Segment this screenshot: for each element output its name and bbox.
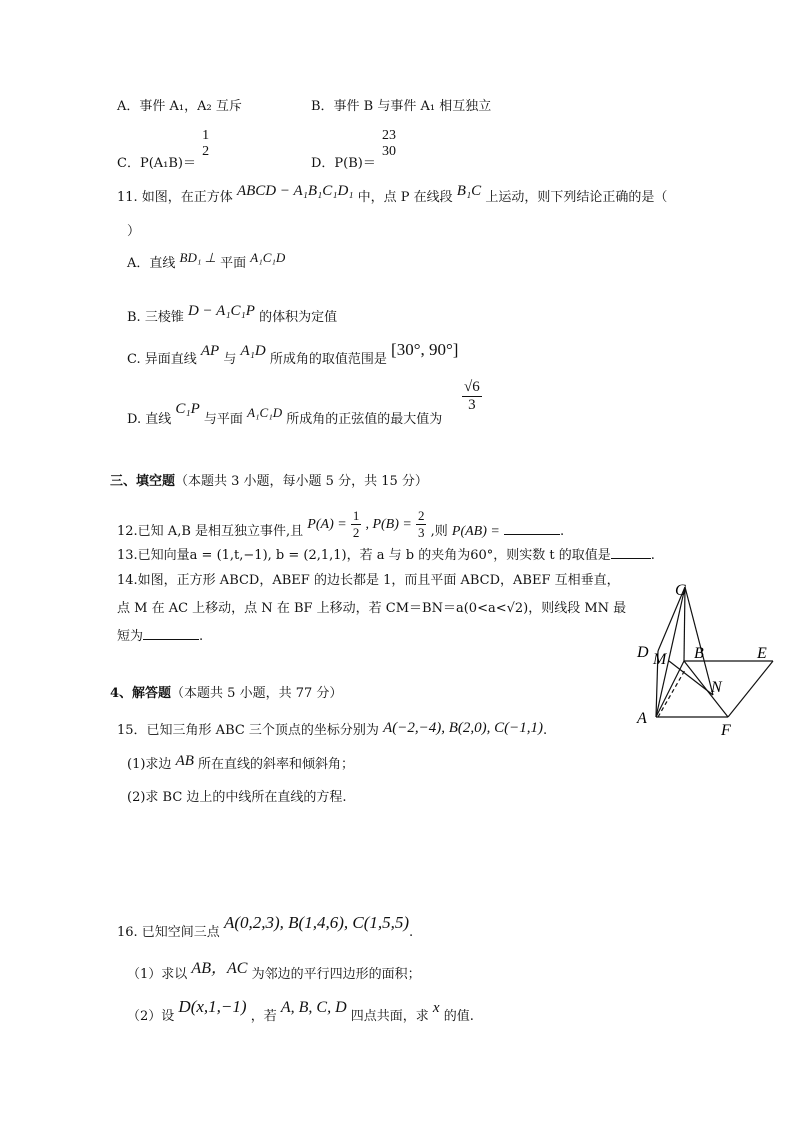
section-4-header	[110, 682, 342, 701]
q11-stem-close: ）	[127, 224, 141, 239]
fraction-denominator: 30	[382, 144, 397, 159]
section-4-title: 4、解答题	[110, 686, 172, 701]
q15-text: 15．已知三角形 ABC 三个顶点的坐标分别为	[117, 723, 379, 738]
label-b: B	[694, 645, 704, 662]
label-f: F	[721, 722, 731, 739]
q11-option-c-label: C. 异面直线	[127, 352, 197, 367]
q11-option-b	[127, 300, 338, 325]
q13-end: .	[650, 548, 655, 563]
q16-coordinates: A(0,2,3), B(1,4,6), C(1,5,5)	[223, 913, 410, 932]
section-4-note: （本题共 5 小题，共 77 分）	[171, 686, 343, 701]
q11-option-c-text: 与	[223, 352, 237, 367]
q15-coordinates: A(−2,−4), B(2,0), C(−1,1)	[383, 720, 543, 736]
q16-point-d: D(x,1,−1)	[178, 997, 247, 1016]
q11-option-d-plane: A₁C₁D	[247, 405, 283, 420]
q11-option-a-line: BD₁ ⊥	[179, 250, 216, 265]
q16-text: 16. 已知空间三点	[117, 925, 220, 940]
q11-option-a-plane: A₁C₁D	[250, 250, 286, 265]
label-n: N	[711, 679, 722, 696]
q15-text: (1)求边	[127, 757, 172, 772]
q12-pb-fraction	[416, 508, 427, 541]
q14-figure	[625, 575, 785, 740]
segment-cn	[685, 587, 713, 695]
q14-line-1: 14.如图，正方形 ABCD，ABEF 的边长都是 1，而且平面 ABCD，ABEF 互相垂直，	[117, 573, 620, 588]
section-3-note: （本题共 3 小题，每小题 5 分，共 15 分）	[175, 474, 428, 489]
q10-option-c	[117, 124, 211, 171]
fraction-denominator: 3	[417, 525, 425, 540]
q11-option-a-text: 平面	[220, 256, 247, 271]
q16-text: （2）设	[127, 1009, 175, 1024]
q11-option-b-label: B. 三棱锥	[127, 310, 184, 325]
q16-points: A, B, C, D	[280, 999, 347, 1016]
q16-text: ，若	[250, 1009, 277, 1024]
q11-option-d-text: 所成角的正弦值的最大值为	[286, 412, 443, 427]
fraction-numerator: 1	[202, 128, 210, 143]
q10-option-d	[311, 124, 398, 171]
q16-text: （1）求以	[127, 967, 188, 982]
q12-text: 12.已知 A,B 是相互独立事件,且	[117, 524, 304, 539]
q15-part-1	[127, 753, 354, 773]
q14-line-2: 点 M 在 AC 上移动，点 N 在 BF 上移动，若 CM＝BN＝a(0<a<√2)，则线段 MN 最	[117, 601, 627, 616]
q15-text: 所在直线的斜率和倾斜角；	[198, 757, 355, 772]
q11-option-c-ap: AP	[200, 343, 220, 359]
q11-stem-text: 11. 如图，在正方体	[117, 190, 233, 205]
label-d: D	[637, 644, 649, 661]
q12-text: ,则	[430, 524, 448, 539]
q10-option-c-label: C．P(A₁B)＝	[117, 155, 196, 171]
q15-end: .	[543, 723, 548, 738]
q15-ab: AB	[175, 753, 194, 769]
q12-pa-fraction	[351, 508, 362, 541]
q16-part-1	[127, 955, 421, 982]
edge-fe	[728, 661, 773, 717]
q12-pb: , P(B) =	[365, 517, 412, 532]
fraction-numerator: √6	[464, 379, 480, 395]
fraction-numerator: 2	[417, 508, 425, 523]
q11-stem-text: 中，点 P 在线段	[357, 190, 453, 205]
q13	[117, 544, 655, 563]
fraction-numerator: 23	[382, 128, 397, 143]
q12-expression: P(AB) =	[451, 524, 500, 539]
q12-end: .	[559, 524, 565, 539]
q11-option-d-label: D. 直线	[127, 412, 172, 427]
q15-part-2: (2)求 BC 边上的中线所在直线的方程.	[127, 790, 347, 805]
q14-text: 短为	[117, 629, 144, 644]
label-e: E	[757, 645, 767, 662]
q11-option-d-text: 与平面	[203, 412, 243, 427]
q11-stem-text: 上运动，则下列结论正确的是（	[485, 190, 668, 205]
q16-text: 为邻边的平行四边形的面积；	[251, 967, 421, 982]
fraction-numerator: 1	[352, 508, 360, 523]
q11-option-d-c1p: C₁P	[175, 401, 200, 417]
q11-option-d-fraction	[462, 379, 482, 414]
q11-option-b-text: 的体积为定值	[259, 310, 338, 325]
label-a: A	[637, 710, 647, 727]
q12-answer-blank[interactable]	[504, 522, 560, 535]
q16-text: 的值.	[443, 1009, 474, 1024]
q10-option-b: B．事件 B 与事件 A₁ 相互独立	[311, 99, 492, 114]
q13-answer-blank[interactable]	[611, 546, 651, 559]
q16-part-2	[127, 997, 474, 1024]
q11-option-c	[127, 340, 459, 367]
q11-cube: ABCD − A₁B₁C₁D₁	[236, 183, 354, 199]
q15-stem	[117, 719, 547, 739]
q11-option-c-range: [30°, 90°]	[391, 340, 459, 359]
q10-option-c-fraction	[200, 128, 211, 160]
q11-option-c-text: 所成角的取值范围是	[269, 352, 387, 367]
q14-end: .	[199, 629, 204, 644]
q13-text: 13.已知向量a = (1,t,−1), b = (2,1,1)，若 a 与 b 的夹角为60°，则实数 t 的取值是	[117, 548, 611, 563]
q10-option-a: A．事件 A₁，A₂ 互斥	[117, 99, 242, 114]
q10-option-d-label: D．P(B)＝	[311, 155, 376, 171]
q16-x: x	[432, 1000, 440, 1016]
q12-pa: P(A) =	[307, 517, 347, 532]
q16-ab-ac: AB，AC	[191, 960, 248, 977]
q16-end: .	[409, 925, 414, 940]
label-c: C	[675, 582, 686, 599]
fraction-denominator: 2	[202, 144, 210, 159]
q11-option-d	[127, 398, 443, 427]
q14-line-3	[117, 625, 203, 644]
fraction-denominator: 3	[468, 397, 476, 413]
section-3-title: 三、填空题	[110, 474, 176, 489]
q11-option-c-a1d: A₁D	[240, 343, 266, 359]
q16-stem	[117, 913, 414, 940]
fraction	[462, 379, 482, 414]
q11-option-a	[127, 252, 285, 271]
q11-stem	[117, 183, 668, 206]
q11-option-b-math: D − A₁C₁P	[187, 303, 255, 319]
q11-option-a-label: A．直线	[127, 256, 176, 271]
hidden-edge	[658, 670, 685, 717]
q10-option-d-fraction	[380, 128, 398, 160]
label-m: M	[653, 651, 667, 668]
q16-text: 四点共面，求	[350, 1009, 429, 1024]
q14-answer-blank[interactable]	[143, 627, 199, 640]
q11-segment: B₁C	[456, 183, 482, 199]
section-3-header	[110, 470, 428, 489]
fraction-denominator: 2	[352, 525, 360, 540]
